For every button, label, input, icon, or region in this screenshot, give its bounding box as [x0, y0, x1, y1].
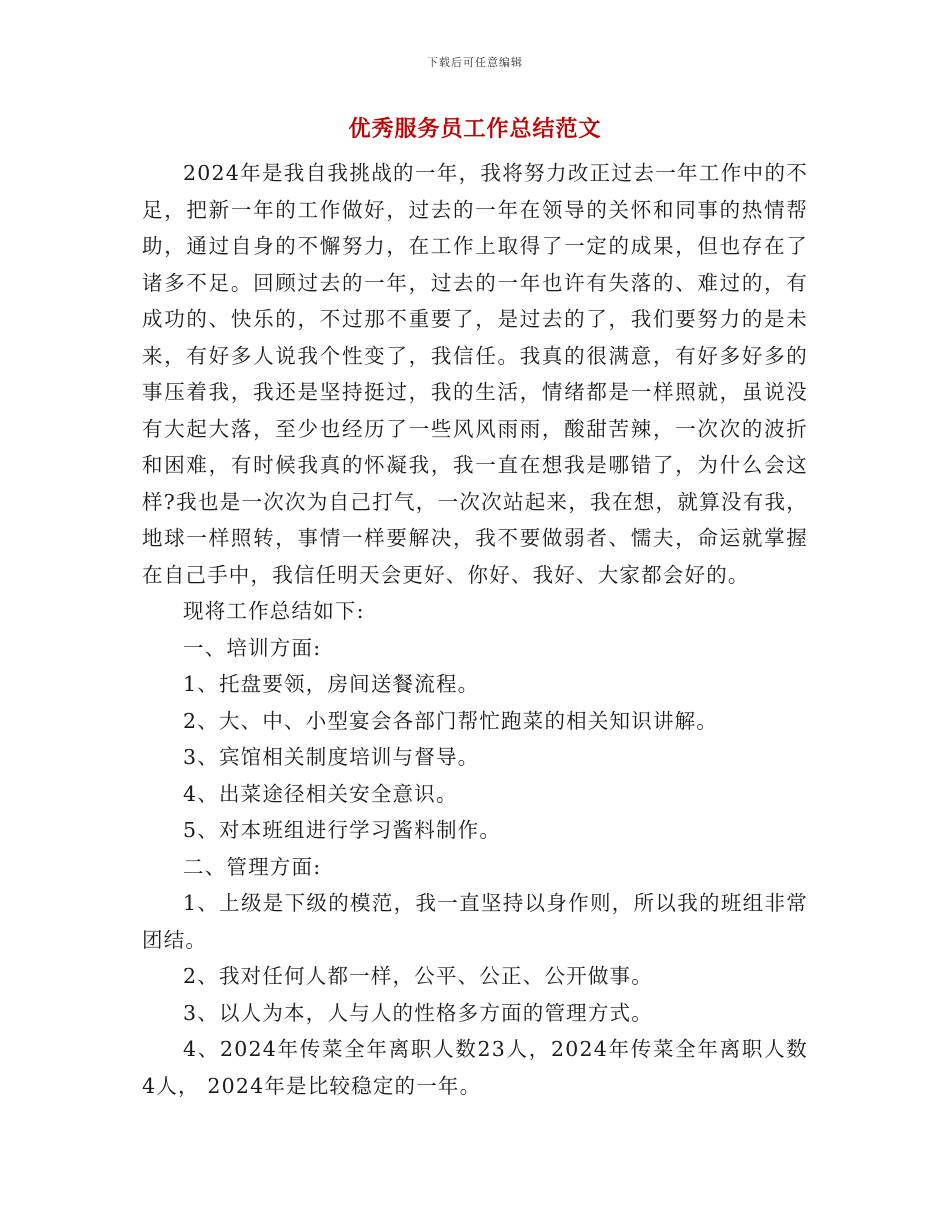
document-title: 优秀服务员工作总结范文	[348, 116, 602, 142]
list-item-management-4: 4、2024年传菜全年离职人数23人，2024年传菜全年离职人数4人， 2024年是比较稳定的一年。	[142, 1037, 808, 1098]
list-item-training-4: 4、出菜途径相关安全意识。	[183, 781, 458, 806]
page-header-note: 下载后可任意编辑	[427, 56, 523, 69]
list-item-training-2: 2、大、中、小型宴会各部门帮忙跑菜的相关知识讲解。	[183, 708, 719, 733]
list-item-training-3: 3、宾馆相关制度培训与督导。	[183, 745, 480, 769]
list-item-training-5: 5、对本班组进行学习酱料制作。	[183, 818, 502, 842]
section-heading-training: 一、培训方面:	[183, 635, 322, 660]
list-item-management-3: 3、以人为本，人与人的性格多方面的管理方式。	[183, 1000, 653, 1025]
list-item-training-1: 1、托盘要领，房间送餐流程。	[183, 672, 480, 696]
list-item-management-2: 2、我对任何人都一样，公平、公正、公开做事。	[183, 964, 653, 988]
document-body	[142, 155, 808, 1104]
paragraph-intro: 2024年是我自我挑战的一年，我将努力改正过去一年工作中的不足，把新一年的工作做好，过去的一年在领导的关怀和同事的热情帮助，通过自身的不懈努力，在工作上取得了一定的成果，但也存在了诸多不足。回顾过去的一年，过去的一年也许有失落的、难过的，有成功的、快乐的，不过那不重要了，是过去的了，我们要努力的是未来，有好多人说我个性变了，我信任。我真的很满意，有好多好多的事压着我，我还是坚持挺过，我的生活，情绪都是一样照就，虽说没有大起大落，至少也经历了一些风风雨雨，酸甜苦辣，一次次的波折和困难，有时候我真的怀凝我，我一直在想我是哪错了，为什么会这样?我也是一次次为自己打气，一次次站起来，我在想，就算没有我，地球一样照转，事情一样要解决，我不要做弱者、懦夫，命运就掌握在自己手中，我信任明天会更好、你好、我好、大家都会好的。	[142, 161, 808, 587]
list-item-management-1: 1、上级是下级的模范，我一直坚持以身作则，所以我的班组非常团结。	[142, 891, 808, 952]
paragraph-summary-lead: 现将工作总结如下:	[183, 599, 365, 623]
section-heading-management: 二、管理方面:	[183, 854, 322, 879]
